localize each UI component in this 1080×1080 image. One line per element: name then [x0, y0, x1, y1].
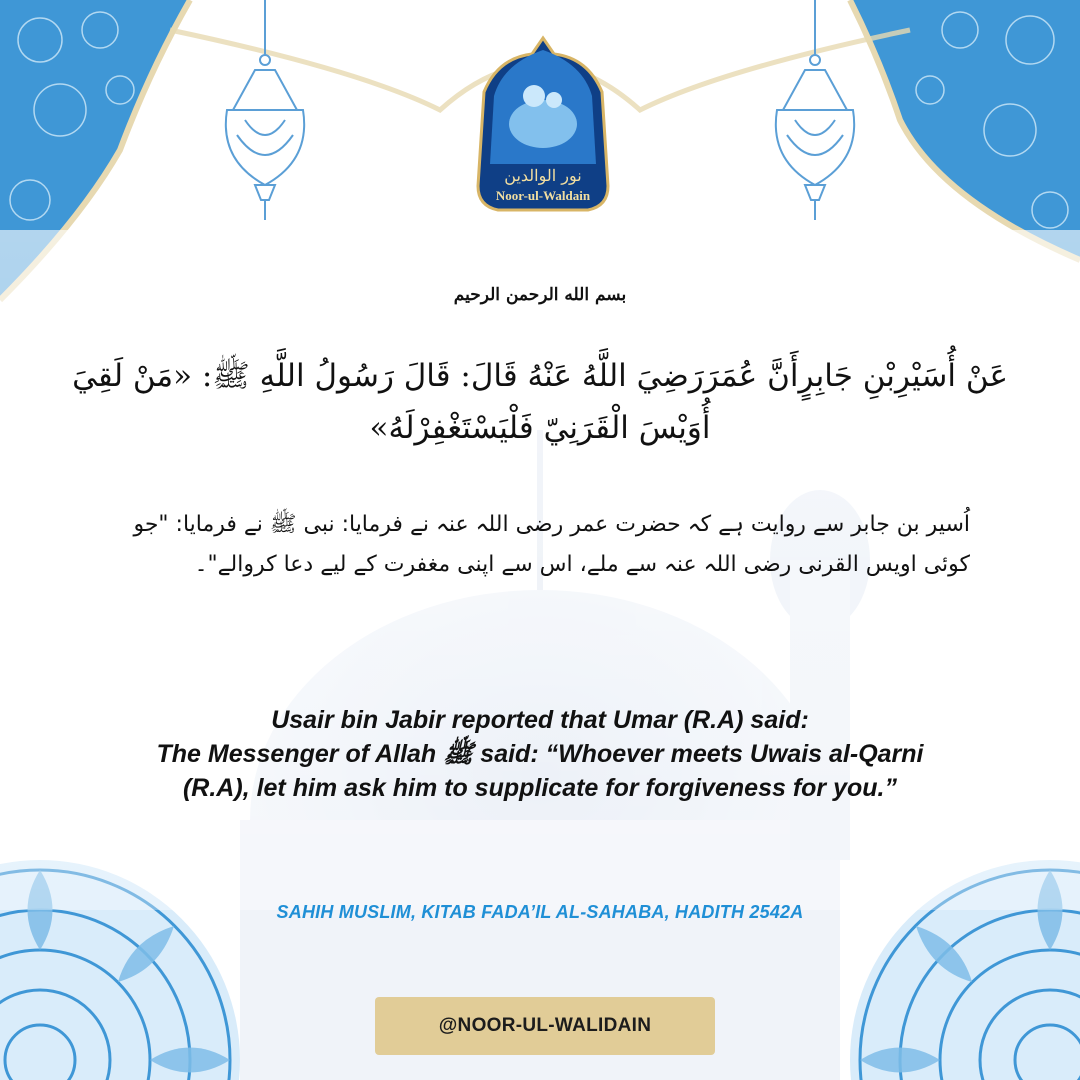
svg-text:بسم الله الرحمن الرحيم: بسم الله الرحمن الرحيم	[453, 285, 627, 305]
english-line: (R.A), let him ask him to supplicate for forgiveness for you.”	[182, 774, 897, 802]
corner-pattern-top-right	[850, 0, 1080, 260]
hadith-english	[60, 703, 1020, 805]
english-line: Usair bin Jabir reported that Umar (R.A) said:	[271, 706, 809, 734]
svg-text:نور الوالدين: نور الوالدين	[504, 166, 582, 185]
svg-text:Noor-ul-Waldain: Noor-ul-Waldain	[495, 188, 591, 203]
social-handle-badge	[375, 997, 715, 1055]
social-handle: @NOOR-UL-WALIDAIN	[438, 1015, 652, 1036]
bismillah-calligraphy	[453, 238, 627, 338]
english-line: The Messenger of Allah ﷺ said: “Whoever meets Uwais al-Qarni	[156, 740, 924, 768]
hadith-reference: SAHIH MUSLIM, KITAB FADA’IL AL-SAHABA, HADITH 2542A	[276, 902, 804, 922]
hanging-lantern-icon	[776, 0, 854, 220]
hadith-arabic: عَنْ أُسَيْرِبْنِ جَابِرٍأَنَّ عُمَرَرَضِيَ اللَّهُ عَنْهُ قَالَ: قَالَ رَسُولُ اللَّهِ ﷺ: «مَنْ لَقِيَ أُوَيْسَ الْقَرَنِيّ فَلْيَسْتَغْفِرْلَهُ»	[72, 358, 1008, 446]
brand-logo	[468, 36, 618, 212]
hanging-lantern-icon	[226, 0, 304, 220]
hadith-urdu: اُسیر بن جابر سے روایت ہے کہ حضرت عمر رضی اللہ عنہ نے فرمایا: نبی ﷺ نے فرمایا: "جو کوئی اویس القرنی رضی اللہ عنہ سے ملے، اس سے اپنی مغفرت کے لیے دعا کروالے"۔	[133, 512, 970, 577]
